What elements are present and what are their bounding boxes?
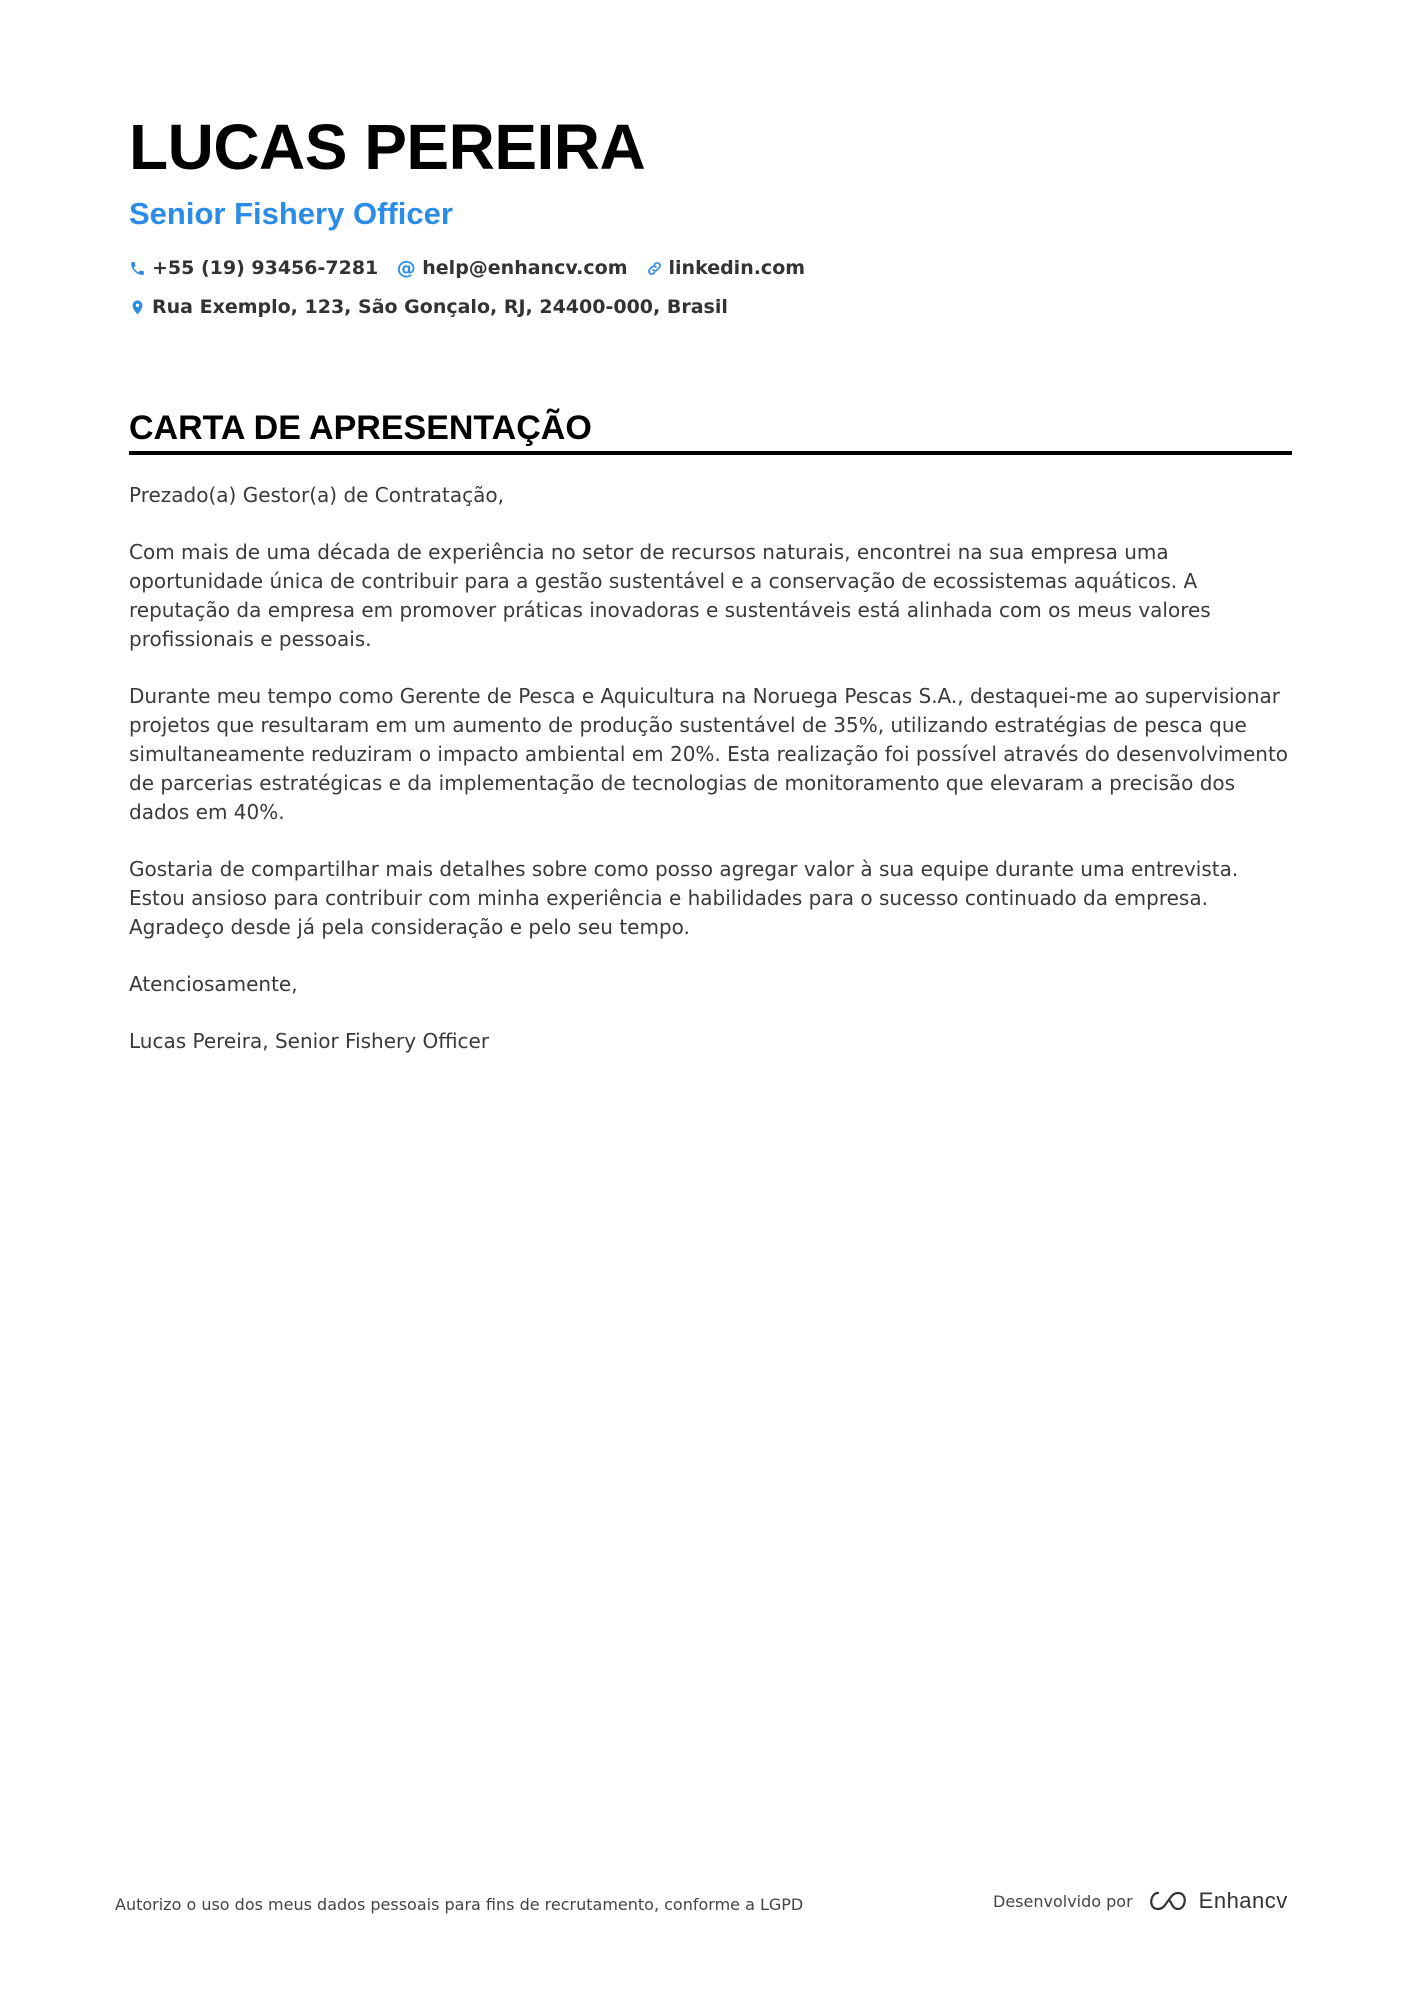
- location-pin-icon: [129, 299, 146, 316]
- section-title: CARTA DE APRESENTAÇÃO: [129, 409, 592, 447]
- address-value: Rua Exemplo, 123, São Gonçalo, RJ, 24400-000, Brasil: [152, 296, 728, 318]
- phone-value: +55 (19) 93456-7281: [152, 257, 379, 279]
- contact-row-primary: [129, 254, 1289, 282]
- letter-signature: Lucas Pereira, Senior Fishery Officer: [129, 1029, 490, 1053]
- contact-row-address: [129, 293, 1289, 321]
- contact-address: [129, 296, 728, 318]
- contact-phone: [129, 257, 378, 279]
- candidate-name: LUCAS PEREIRA: [129, 111, 646, 183]
- section-divider: [129, 451, 1292, 455]
- letter-body: [129, 481, 1292, 1056]
- candidate-role: Senior Fishery Officer: [129, 196, 453, 231]
- letter-paragraph: Com mais de uma década de experiência no setor de recursos naturais, encontrei na sua empresa uma oportunidade única de contribuir para a gestão sustentável e a conservação de ecossistemas aquáticos. A reputação da empresa em promover práticas inovadoras e sustentáveis está alinhada com os meus valores profissionais e pessoais.: [129, 540, 1211, 651]
- letter-closing: Atenciosamente,: [129, 972, 298, 996]
- footer-branding[interactable]: [993, 1888, 1288, 1914]
- contact-email[interactable]: [396, 257, 627, 279]
- contact-website[interactable]: [646, 257, 806, 279]
- cover-letter-section: [129, 407, 1292, 1084]
- footer-consent: Autorizo o uso dos meus dados pessoais para fins de recrutamento, conforme a LGPD: [115, 1895, 804, 1914]
- letter-paragraph: Gostaria de compartilhar mais detalhes sobre como posso agregar valor à sua equipe durante uma entrevista. Estou ansioso para contribuir com minha experiência e habilidades para o sucesso continuado da empresa. Agradeço desde já pela consideração e pelo seu tempo.: [129, 857, 1239, 939]
- letter-greeting: Prezado(a) Gestor(a) de Contratação,: [129, 483, 504, 507]
- phone-icon: [129, 260, 146, 277]
- header: [129, 108, 1289, 321]
- website-value[interactable]: linkedin.com: [668, 257, 806, 279]
- built-with-label: Desenvolvido por: [993, 1891, 1133, 1911]
- email-value[interactable]: help@enhancv.com: [422, 257, 628, 279]
- letter-paragraph: Durante meu tempo como Gerente de Pesca e Aquicultura na Noruega Pescas S.A., destaquei-me ao supervisionar projetos que resultaram em um aumento de produção sustentável de 35%, utilizando estratégias de pesca que simultaneamente reduziram o impacto ambiental em 20%. Esta realização foi possível através do desenvolvimento de parcerias estratégicas e da implementação de tecnologias de monitoramento que elevaram a precisão dos dados em 40%.: [129, 684, 1289, 824]
- link-icon: [646, 260, 663, 277]
- at-icon: @: [396, 257, 416, 279]
- enhancv-logo-icon: [1145, 1888, 1191, 1914]
- brand-name: Enhancv: [1198, 1888, 1288, 1913]
